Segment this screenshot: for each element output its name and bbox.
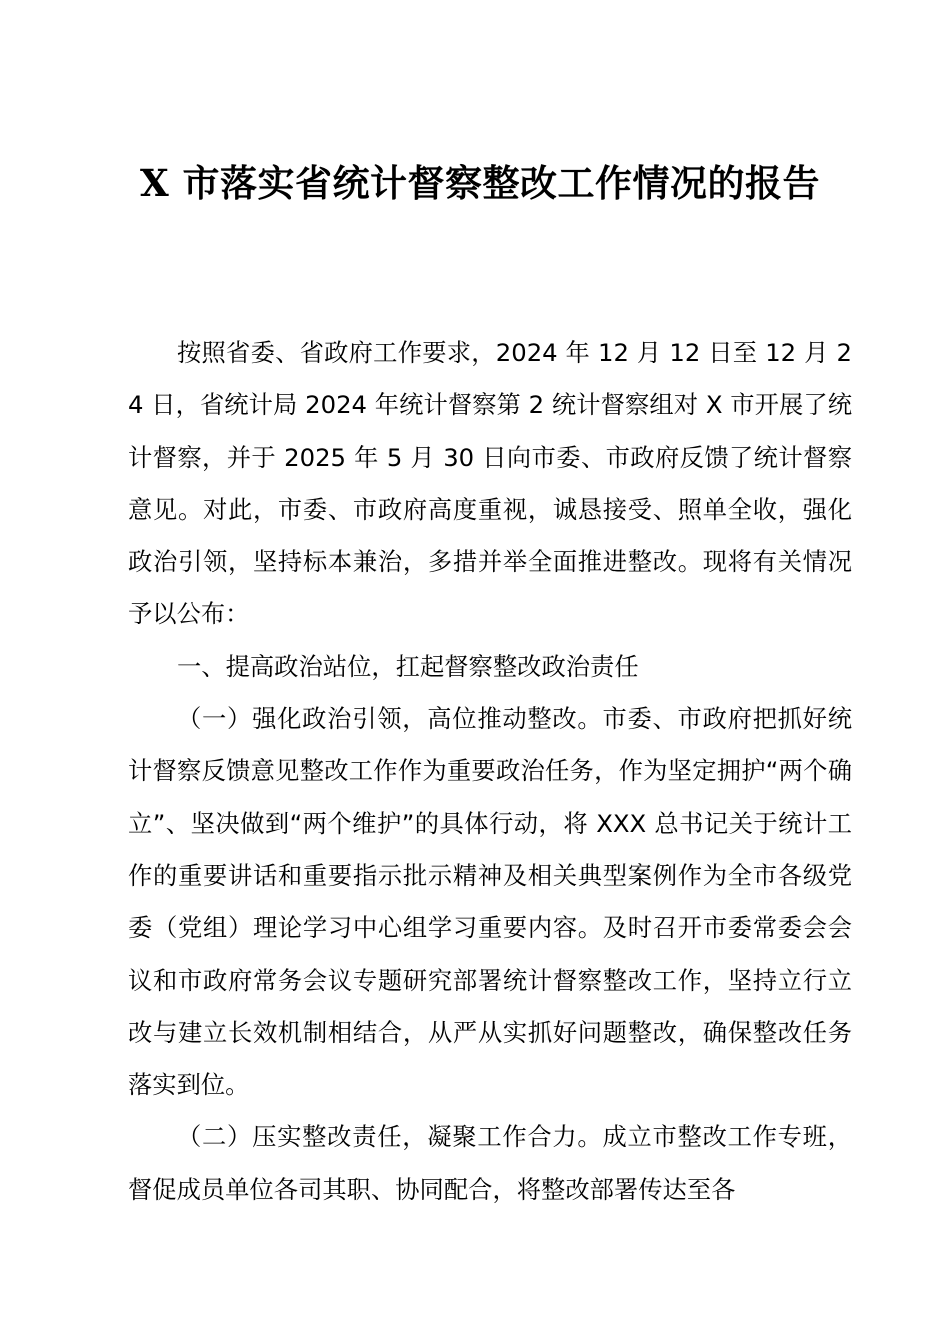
document-title: X 市落实省统计督察整改工作情况的报告 — [139, 161, 821, 205]
subsection-2-paragraph: （二）压实整改责任，凝聚工作合力。成立市整改工作专班，督促成员单位各司其职、协同配合，将整改部署传达至各 — [128, 1122, 852, 1204]
subsection-1-paragraph: （一）强化政治引领，高位推动整改。市委、市政府把抓好统计督察反馈意见整改工作作为重要政治任务，作为坚定拥护“两个确立”、坚决做到“两个维护”的具体行动，将 XXX 总书记关于统计工作的重要讲话和重要指示批示精神及相关典型案例作为全市各级党委（党组）理论学习中心组学习重要内容。及时召开市委常委会会议和市政府常务会议专题研究部署统计督察整改工作，坚持立行立改与建立长效机制相结合，从严从实抓好问题整改，确保整改任务落实到位。 — [128, 704, 852, 1100]
section-heading-1: 一、提高政治站位，扛起督察整改政治责任 — [177, 651, 639, 681]
document-body — [128, 327, 852, 1216]
intro-paragraph: 按照省委、省政府工作要求，2024 年 12 月 12 日至 12 月 24 日，省统计局 2024 年统计督察第 2 统计督察组对 X 市开展了统计督察，并于 2025 年 5 月 30 日向市委、市政府反馈了统计督察意见。对此，市委、市政府高度重视，诚恳接受、照单全收，强化政治引领，坚持标本兼治，多措并举全面推进整改。现将有关情况予以公布： — [128, 338, 852, 629]
